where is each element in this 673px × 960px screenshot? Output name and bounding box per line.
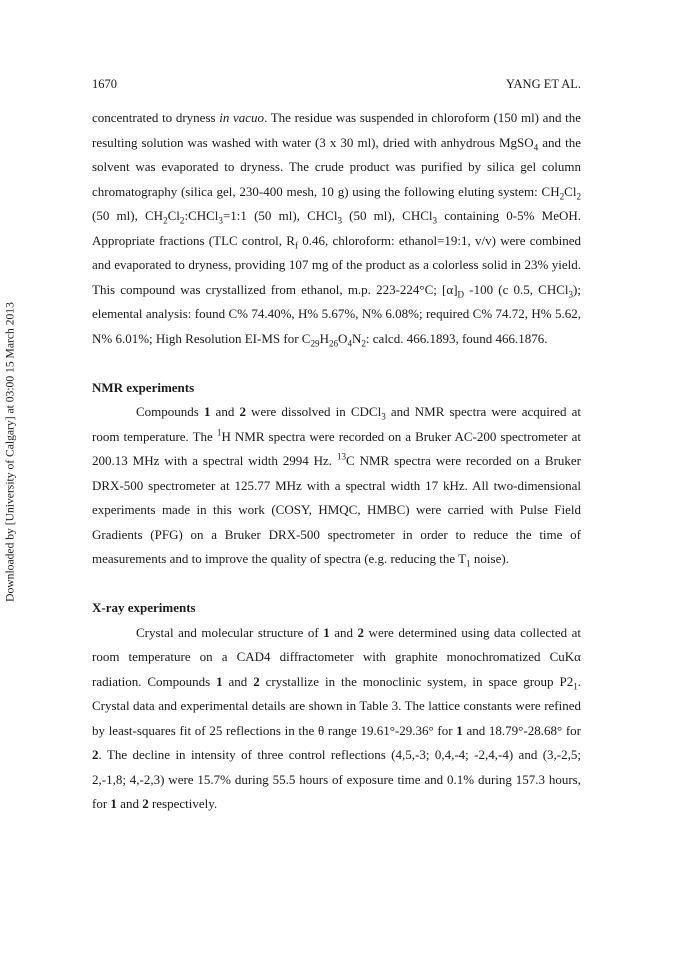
download-note: Downloaded by [University of Calgary] at 03:00 15 March 2013 [3, 302, 17, 602]
page-header [92, 77, 581, 92]
section-heading-nmr: NMR experiments [92, 379, 195, 395]
running-head: YANG ET AL. [505, 77, 581, 91]
download-watermark [2, 247, 18, 657]
paragraph-synthesis: concentrated to dryness in vacuo. The residue was suspended in chloroform (150 ml) and the resulting solution was washed with water (3 x 30 ml), dried with anhydrous MgSO$_4$ and the solvent was evaporated to dryness. The crude product was purified by silica gel column chromatography (silica gel, 230-400 mesh, 10 g) using the following eluting system: $CH_2Cl_2$ (50 ml), $CH_2Cl_2:CHCl_3=1:1$ (50 ml), CHCl$_3$ (50 ml), CHCl$_3$ containing 0-5% MeOH. Appropriate fractions (TLC control, $R_f$ 0.46, chloroform: ethanol=19:1, v/v) were combined and evaporated to dryness, providing 107 mg of the product as a colorless solid in 23% yield. This compound was crystallized from ethanol, m.p. 223-224°C; $[\alpha]_D$ -100 (c 0.5, CHCl$_3$); elemental analysis: found C% 74.40%, H% 5.67%, N% 6.08%; required C% 74.72, H% 5.62, N% 6.01%; High Resolution EI-MS for $C_{29}H_{26}O_4N_2$: calcd. 466.1893, found 466.1876. [92, 110, 581, 349]
page-number: 1670 [92, 77, 117, 91]
article-body [92, 106, 581, 817]
paragraph-xray: Crystal and molecular structure of 1 and 2 were determined using data collected at room temperature on a CAD4 diffractometer with graphite monochromatized CuKα radiation. Compounds 1 and 2 crystallize in the monoclinic system, in space group $P2_1$. Crystal data and experimental details are shown in Table 3. The lattice constants were refined by least-squares fit of 25 reflections in the θ range 19.61°-29.36° for 1 and 18.79°-28.68° for 2. The decline in intensity of three control reflections (4,5,-3; 0,4,-4; -2,4,-4) and (3,-2,5; 2,-1,8; 4,-2,3) were 15.7% during 55.5 hours of exposure time and 0.1% during 157.3 hours, for 1 and 2 respectively. [92, 624, 582, 811]
section-heading-xray: X-ray experiments [92, 600, 196, 615]
paragraph-nmr: Compounds 1 and 2 were dissolved in CDCl$_3$ and NMR spectra were acquired at room temperature. The $^1$H NMR spectra were recorded on a Bruker AC-200 spectrometer at 200.13 MHz with a spectral width 2994 Hz. $^{13}$C NMR spectra were recorded on a Bruker DRX-500 spectrometer at 125.77 MHz with a spectral width 17 kHz. All two-dimensional experiments made in this work (COSY, HMQC, HMBC) were carried with Pulse Field Gradients (PFG) on a Bruker DRX-500 spectrometer in order to reduce the time of measurements and to improve the quality of spectra (e.g. reducing the $T_1$ noise). [92, 404, 582, 569]
